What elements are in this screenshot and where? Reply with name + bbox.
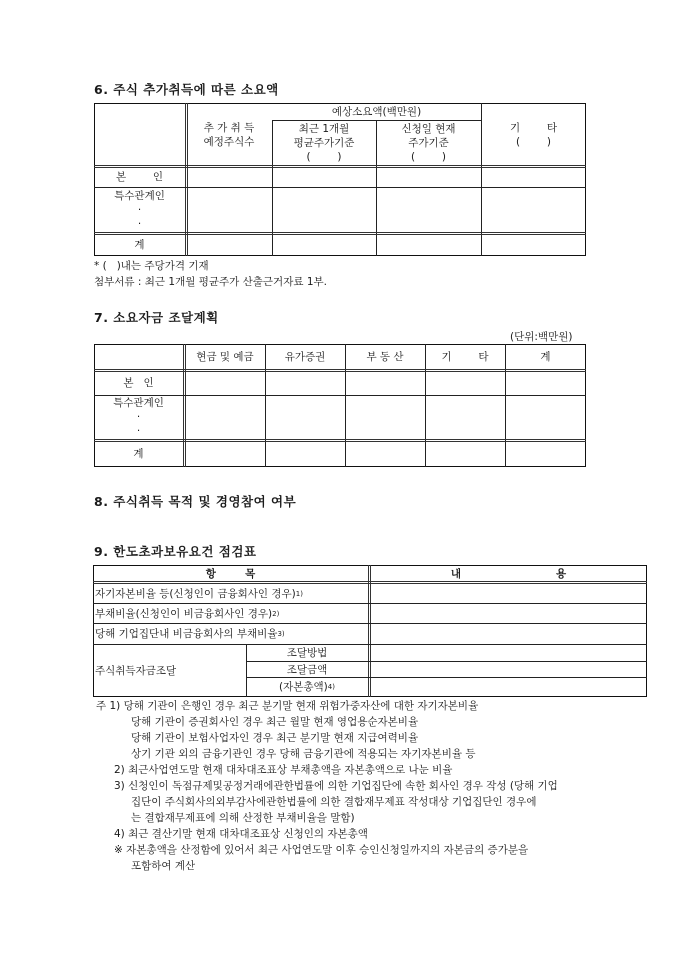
row-label-self: 본 인 <box>123 377 154 389</box>
row-label-self: 본 인 <box>116 171 163 183</box>
header-recent-avg-price <box>272 121 376 165</box>
dot: · <box>137 203 142 216</box>
row-label-total: 계 <box>134 238 145 251</box>
row-funding-amount <box>246 662 368 677</box>
header-current-price <box>376 121 481 165</box>
header-item: 항 목 <box>205 567 256 580</box>
footnote-ref: 2) <box>272 609 280 618</box>
footnote-remark: ※ 자본총액을 산정함에 있어서 최근 사업연도말 이후 승인신청일까지의 자본금의 증가분을 <box>114 844 529 856</box>
header-text: 예정주식수 <box>203 136 255 148</box>
row-funding-label: 주식취득자금조달 <box>95 665 177 677</box>
header-text: ( ) <box>411 151 446 163</box>
row-label-text: 조달방법 <box>286 647 328 659</box>
unit-label: (단위:백만원) <box>510 331 573 343</box>
footnote-ref: 3) <box>277 630 285 638</box>
row-label-text: 조달금액 <box>286 663 328 676</box>
row-debt-ratio <box>95 604 368 623</box>
row-label-text: 부채비율(신청인이 비금융회사인 경우) <box>95 607 273 620</box>
header-text: ( ) <box>306 151 342 163</box>
header-text: 신청일 현재 <box>401 123 456 135</box>
note-price-per-share: * ( )내는 주당가격 기재 <box>94 260 209 272</box>
header-estimated-cost: 예상소요액(백만원) <box>331 105 422 118</box>
footnote-3-line: 집단이 주식회사의외부감사에관한법률에 의한 결합재무제표 작성대상 기업집단인 경우에 <box>131 796 537 808</box>
footnote-1-line: 당해 기관이 보험사업자인 경우 최근 분기말 현재 지급여력비율 <box>131 732 419 744</box>
header-text: 추 가 취 득 <box>203 122 255 134</box>
header-content: 내 용 <box>450 567 567 580</box>
row-label-text: 특수관계인 <box>114 189 165 202</box>
footnote-remark-line: 포함하여 계산 <box>131 860 196 872</box>
row-label-total: 계 <box>133 448 144 460</box>
row-label-related-party <box>94 187 185 232</box>
col-securities: 유가증권 <box>284 351 326 363</box>
row-label-text: 특수관계인 <box>113 397 164 409</box>
section-9-title: 9. 한도초과보유요건 점검표 <box>94 544 257 559</box>
row-label-related-party <box>94 395 183 439</box>
footnote-ref: 4) <box>327 683 335 691</box>
row-label-text: 자기자본비율 등(신청인이 금융회사인 경우) <box>95 587 296 600</box>
footnote-1: 주 1) 당해 기관이 은행인 경우 최근 분기말 현재 위험가중자산에 대한 자기자본비율 <box>96 700 479 712</box>
header-planned-shares <box>186 120 272 150</box>
row-capital-ratio <box>95 584 368 603</box>
dot: · <box>136 425 141 437</box>
section-6-title: 6. 주식 추가취득에 따른 소요액 <box>94 82 279 97</box>
col-real-estate: 부 동 산 <box>366 351 404 363</box>
row-funding-method <box>246 645 368 661</box>
footnote-3: 3) 신청인이 독점규제및공정거래에관한법률에 의한 기업집단에 속한 회사인 경우 작성 (당해 기업 <box>114 780 558 792</box>
note-attachment: 첨부서류 : 최근 1개월 평균주가 산출근거자료 1부. <box>94 276 327 288</box>
footnote-1-line: 상기 기관 외의 금융기관인 경우 당해 금융기관에 적용되는 자기자본비율 등 <box>131 748 476 760</box>
footnote-4: 4) 최근 결산기말 현재 대차대조표상 신청인의 자본총액 <box>114 828 368 840</box>
row-total-capital <box>246 678 368 696</box>
footnote-1-line: 당해 기관이 증권회사인 경우 최근 월말 현재 영업용순자본비율 <box>131 716 419 728</box>
section-7-title: 7. 소요자금 조달계획 <box>94 310 219 325</box>
footnote-ref: 1) <box>295 589 303 598</box>
footnote-3-line: 는 결합재무제표에 의해 산정한 부채비율을 말함) <box>131 812 355 824</box>
col-total: 계 <box>540 351 551 363</box>
header-text: ( ) <box>516 136 551 148</box>
footnote-2: 2) 최근사업연도말 현재 대차대조표상 부채총액을 자본총액으로 나눈 비율 <box>114 764 453 776</box>
header-text: 평균주가기준 <box>293 137 355 149</box>
row-label-text: 당해 기업집단내 비금융회사의 부채비율 <box>95 628 278 640</box>
header-text: 주가기준 <box>408 137 449 149</box>
dot: · <box>137 217 142 230</box>
header-text: 기 타 <box>510 122 557 134</box>
header-text: 최근 1개월 <box>298 123 350 135</box>
row-label-text: (자본총액) <box>279 681 328 693</box>
col-cash-deposits: 현금 및 예금 <box>196 351 254 363</box>
dot: · <box>136 411 141 423</box>
col-other: 기 타 <box>441 351 489 363</box>
section-8-title: 8. 주식취득 목적 및 경영참여 여부 <box>94 494 297 509</box>
row-group-debt-ratio <box>95 624 368 644</box>
header-other <box>481 120 586 150</box>
